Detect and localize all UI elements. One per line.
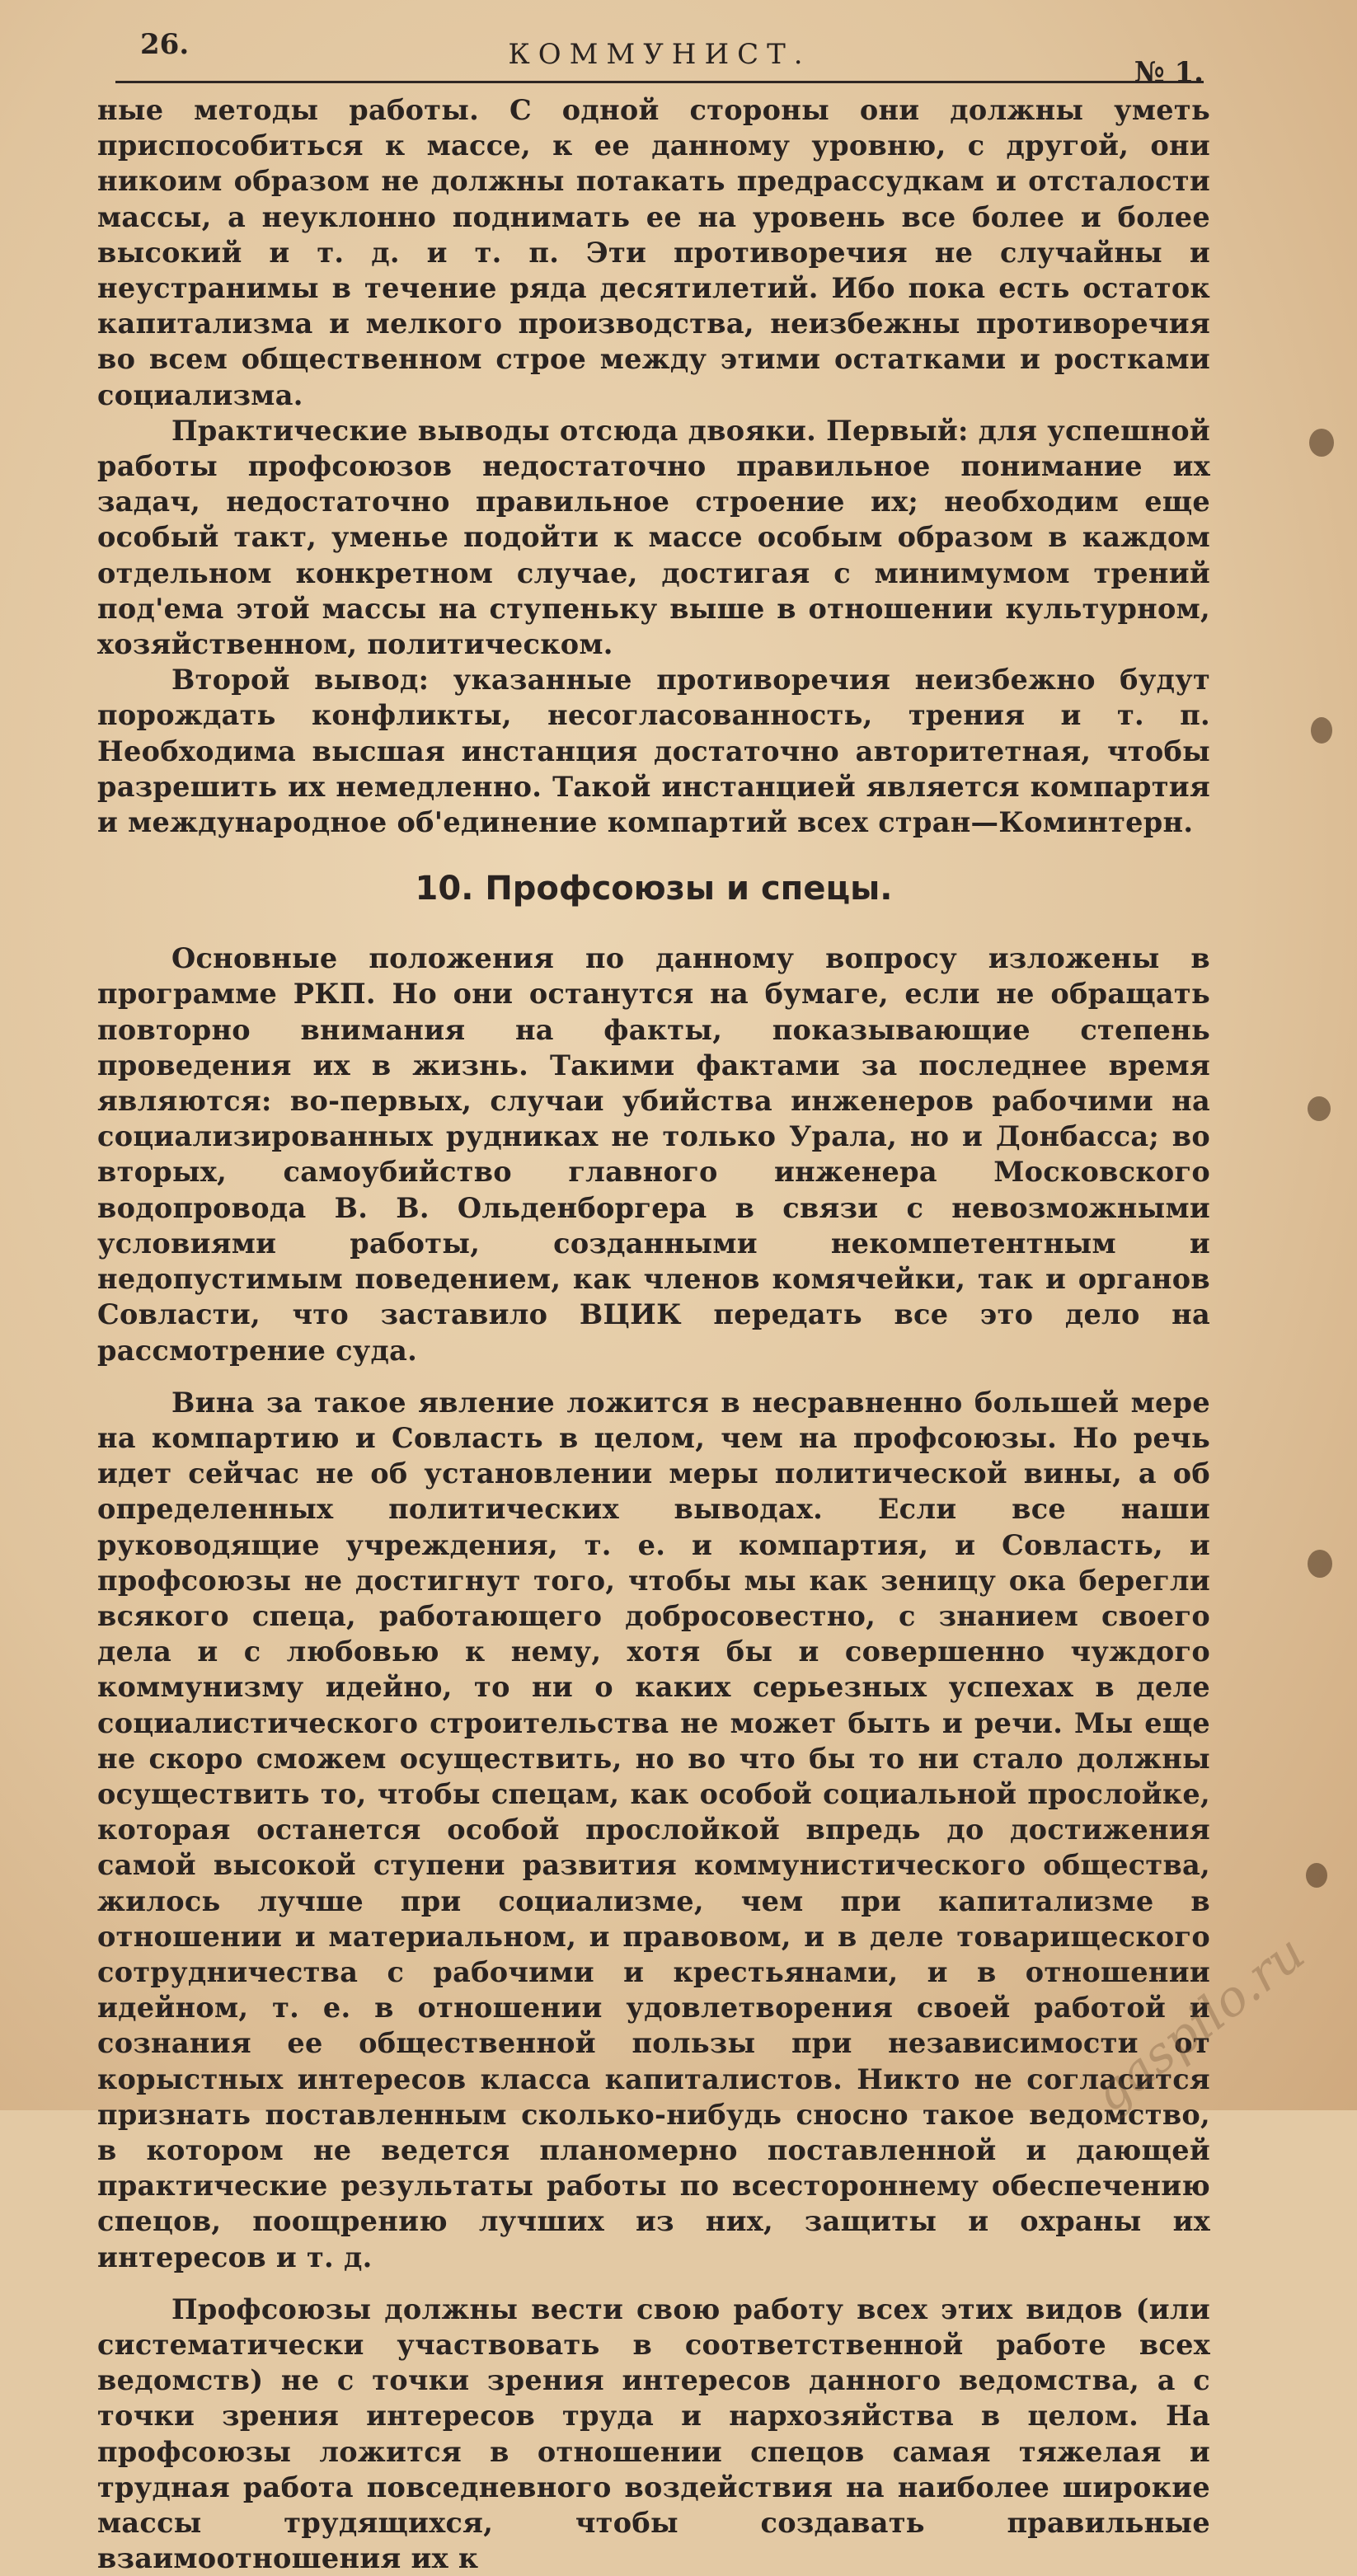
binding-hole — [1309, 429, 1334, 457]
binding-hole — [1308, 1096, 1331, 1121]
paragraph: Практические выводы отсюда двояки. Первый: для успешной работы профсоюзов недостаточно правильное понимание их задач, недостаточно правильное строение их; необходим еще особый такт, уменье подойти к массе особым образом в каждом отдельном конкретном случае, достигая с минимумом трений под'ема этой массы на ступеньку выше в отношении культурном, хозяйственном, политическом. — [97, 414, 1210, 661]
paragraph: Профсоюзы должны вести свою работу всех этих видов (или систематически участвовать в соответственной работе всех ведомств) не с точки зрения интересов данного ведомства, а с точки зрения интересов труда и нархозяйства в целом. На профсоюзы ложится в отношении спецов самая тяжелая и трудная работа повседневного воздействия на наиболее широкие массы трудящихся, чтобы создавать правильные взаимоотношения их к — [97, 2292, 1210, 2575]
paragraph: ные методы работы. С одной стороны они должны уметь приспособиться к массе, к ее данному уровню, с другой, они никоим образом не должны потакать предрассудкам и отсталости массы, а неуклонно поднимать ее на уровень все более и более высокий и т. д. и т. п. Эти противоречия не случайны и неустранимы в течение ряда десятилетий. Ибо пока есть остаток капитализма и мелкого производства, неизбежны противоречия во всем общественном строе между этими остатками и ростками социализма. — [97, 94, 1210, 411]
page-number: 26. — [140, 28, 190, 61]
article-body — [97, 92, 1210, 2576]
section-title: 10. Профсоюзы и спецы. — [415, 870, 893, 908]
paragraph: Второй вывод: указанные противоречия неизбежно будут порождать конфликты, несогласованность, трения и т. п. Необходима высшая инстанция достаточно авторитетная, чтобы разрешить их немедленно. Такой инстанцией является компартия и международное об'единение компартий всех стран—Коминтерн. — [97, 664, 1210, 839]
binding-hole — [1311, 717, 1332, 744]
paragraph: Вина за такое явление ложится в несравненно большей мере на компартию и Совласть в целом, чем на профсоюзы. Но речь идет сейчас не об установлении меры политической вины, а об определенных политических выводах. Если все наши руководящие учреждения, т. е. и компартия, и Совласть, и профсоюзы не достигнут того, чтобы мы как зеницу ока берегли всякого спеца, работающего добросовестно, с знанием своего дела и с любовью к нему, хотя бы и совершенно чуждого коммунизму идейно, то ни о каких серьезных успехах в деле социалистического строительства не может быть и речи. Мы еще не скоро сможем осуществить, но во что бы то ни стало должны осуществить то, чтобы спецам, как особой социальной прослойке, которая останется особой прослойкой впредь до достижения самой высокой ступени развития коммунистического общества, жилось лучше при социализме, чем при капитализме в отношении и материальном, и правовом, и в деле товарищеского сотрудничества с рабочими и крестьянами, и в отношении идейном, т. е. в отношении удовлетворения своей работой и сознания ее общественной пользы при независимости от корыстных интересов класса капиталистов. Никто не согласится признать поставленным сколько-нибудь сносно такое ведомство, в котором не ведется планомерно поставленной и дающей практические результаты работы по всестороннему обеспечению спецов, поощрению лучших из них, защиты и охраны их интересов и т. д. — [97, 1386, 1210, 2273]
page-header — [115, 23, 1204, 89]
binding-hole — [1308, 1550, 1332, 1578]
journal-title: КОММУНИСТ. — [508, 38, 811, 71]
watermark: gaspilo.ru — [1082, 1924, 1316, 2123]
binding-hole — [1306, 1863, 1327, 1888]
paragraph: Основные положения по данному вопросу изложены в программе РКП. Но они останутся на бумаге, если не обращать повторно внимания на факты, показывающие степень проведения их в жизнь. Такими фактами за последнее время являются: во-первых, случаи убийства инженеров рабочими на социализированных рудниках не только Урала, но и Донбасса; во вторых, самоубийство главного инженера Московского водопровода В. В. Ольденборгера в связи с невозможными условиями работы, созданными некомпетентным и недопустимым поведением, как членов комячейки, так и органов Совласти, что заставило ВЦИК передать все это дело на рассмотрение суда. — [97, 942, 1210, 1367]
issue-number: № 1. — [1134, 56, 1204, 89]
